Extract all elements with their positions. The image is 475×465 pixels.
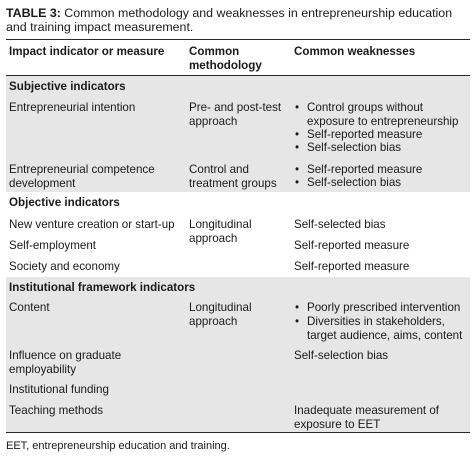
weakness-self-selection-bias: Self-selection bias xyxy=(294,349,389,362)
header-impact-indicator: Impact indicator or measure xyxy=(9,45,165,58)
indicator-institutional-funding: Institutional funding xyxy=(9,383,109,396)
methodology-pre-post-test: Pre- and post-test approach xyxy=(189,101,282,128)
weakness-item: • Diversities in stakeholders, target audience, aims, content xyxy=(294,315,472,342)
weakness-self-selected-bias: Self-selected bias xyxy=(294,218,386,231)
indicator-self-employment: Self-employment xyxy=(9,239,96,252)
weakness-item: • Control groups without exposure to entrepreneurship xyxy=(294,101,472,128)
weakness-inadequate-measurement: Inadequate measurement of exposure to EET xyxy=(294,404,440,431)
header-top-rule xyxy=(6,39,470,40)
indicator-graduate-employability: Influence on graduate employability xyxy=(9,349,122,376)
methodology-longitudinal: Longitudinal approach xyxy=(189,218,252,245)
weakness-item: • Self-selection bias xyxy=(294,176,472,190)
indicator-society-economy: Society and economy xyxy=(9,260,120,273)
weakness-item: • Self-reported measure xyxy=(294,128,472,142)
table-caption xyxy=(6,6,471,34)
table-bottom-rule xyxy=(6,432,470,433)
table-footnote: EET, entrepreneurship education and training. xyxy=(6,440,230,452)
methodology-longitudinal: Longitudinal approach xyxy=(189,301,252,328)
indicator-competence-development: Entrepreneurial competence development xyxy=(9,163,155,190)
indicator-new-venture-creation: New venture creation or start-up xyxy=(9,218,175,231)
weakness-item: • Poorly prescribed intervention xyxy=(294,301,472,315)
weakness-item: • Self-selection bias xyxy=(294,141,472,155)
section-title-institutional: Institutional framework indicators xyxy=(9,281,196,294)
indicator-entrepreneurial-intention: Entrepreneurial intention xyxy=(9,101,136,114)
section-title-objective: Objective indicators xyxy=(9,196,120,209)
header-methodology-line1: Common xyxy=(189,45,240,58)
section-title-subjective: Subjective indicators xyxy=(9,80,126,93)
indicator-teaching-methods: Teaching methods xyxy=(9,404,104,417)
methodology-control-treatment: Control and treatment groups xyxy=(189,163,277,190)
table-title: Common methodology and weaknesses in entrepreneurship education and training impact measurement. xyxy=(6,6,453,34)
weakness-item: • Self-reported measure xyxy=(294,163,472,177)
header-weaknesses: Common weaknesses xyxy=(294,45,416,58)
indicator-content: Content xyxy=(9,301,50,314)
header-methodology-line2: methodology xyxy=(189,59,262,72)
weakness-self-reported-measure: Self-reported measure xyxy=(294,239,410,252)
table-label: TABLE 3: xyxy=(6,6,61,20)
weakness-self-reported-measure: Self-reported measure xyxy=(294,260,410,273)
